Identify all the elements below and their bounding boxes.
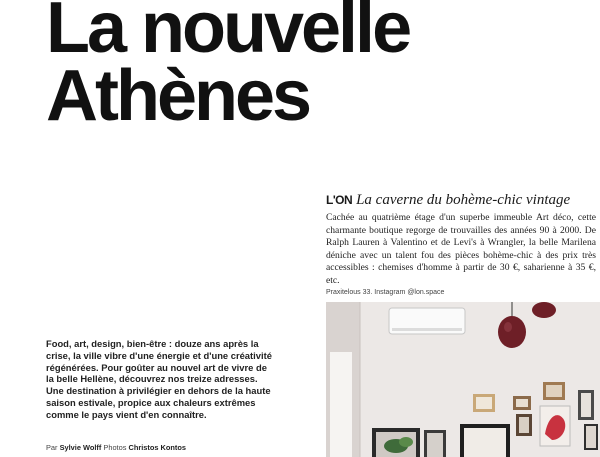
shop-heading	[326, 190, 596, 210]
byline	[46, 443, 186, 452]
window-light	[330, 352, 352, 457]
headline-line-1: La nouvelle	[46, 0, 410, 68]
byline-prefix: Par	[46, 443, 58, 452]
mirror-frame-icon	[424, 430, 446, 457]
pendant-lamp-icon	[532, 302, 556, 318]
shop-title: La caverne du bohème-chic vintage	[356, 192, 571, 208]
air-conditioner-icon	[389, 308, 465, 334]
pink-artwork-icon	[540, 406, 570, 446]
shop-name: L'ON	[326, 193, 353, 207]
framed-artwork-icon	[578, 390, 594, 420]
framed-artwork-icon	[460, 424, 510, 457]
framed-artwork-icon	[584, 424, 598, 450]
byline-author: Sylvie Wolff	[59, 443, 102, 452]
interior-illustration	[326, 302, 600, 457]
framed-artwork-icon	[473, 394, 495, 412]
framed-artwork-icon	[513, 396, 531, 410]
shop-address: Praxitelous 33. Instagram @lon.space	[326, 288, 445, 296]
headline-line-2: Athènes	[46, 56, 310, 136]
framed-artwork-icon	[516, 414, 532, 436]
byline-photographer: Christos Kontos	[128, 443, 186, 452]
framed-artwork-icon	[543, 382, 565, 400]
shop-feature	[326, 190, 596, 296]
shop-description: Cachée au quatrième étage d'un superbe immeuble Art déco, cette charmante boutique regorge de trouvailles des années 90 à 2000. De Ralph Lauren à Valentino et de Levi's à Wrangler, la belle Marilena déniche avec un talent fou des pièces bohème-chic à des prix très accessibles : chemises d'homme à partir de 30 €, saharienne à 35 €, etc.	[326, 212, 596, 286]
shop-interior-photo	[326, 302, 600, 457]
byline-photos-label: Photos	[103, 443, 127, 452]
headline	[46, 0, 410, 136]
intro-paragraph: Food, art, design, bien-être : douze ans après la crise, la ville vibre d'une énergie et d'une créativité régénérées. Pour goûter au nouvel art de vivre de la belle Hellène, découvrez nos treize adresses. Une destination à privilégier en dehors de la haute saison estivale, propice aux chaleurs extrêmes comme le pays vient d'en connaître.	[46, 338, 272, 420]
